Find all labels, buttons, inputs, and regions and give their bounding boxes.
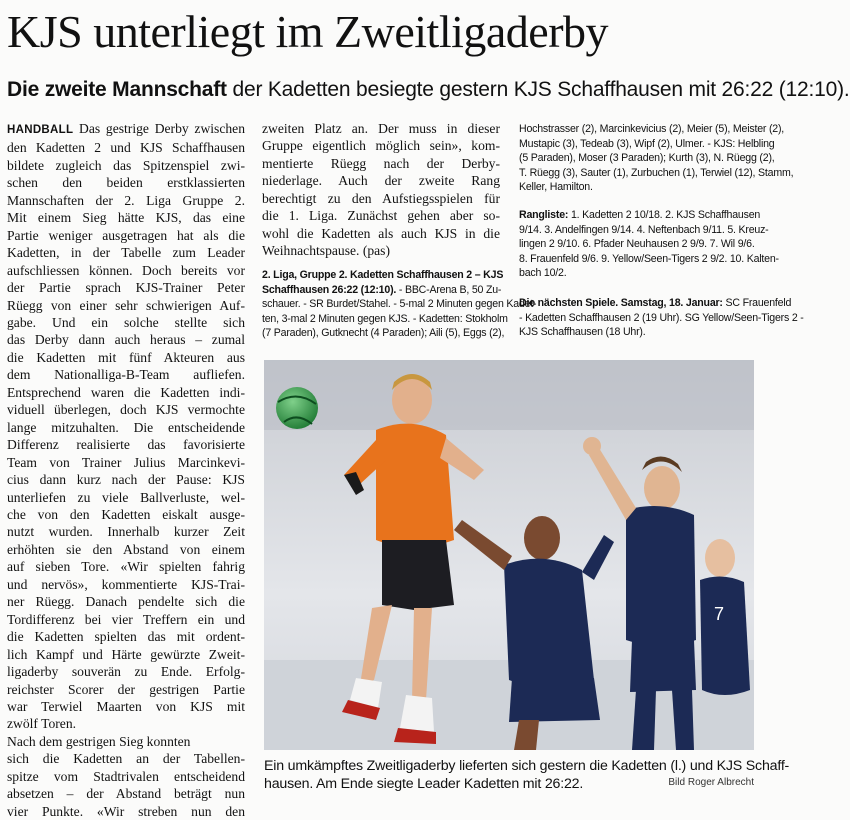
match-info-text: (7 Paraden), Gutknecht (4 Paraden); Aili (5), Eggs (2), (262, 327, 505, 340)
subhead-bold: Die zweite Mannschaft (7, 78, 227, 101)
match-info-bold: Schaffhausen 26:22 (12:10). (262, 283, 397, 296)
article-line: aufschliessen können. Doch bereits vor (7, 262, 245, 278)
next-games-text: - Kadetten Schaffhausen 2 (19 Uhr). SG Yellow/Seen-Tigers 2 - (519, 311, 804, 324)
article-line: auf sieben Tore. «Wir spielten fahrig (7, 559, 245, 575)
article-line: Mit einem Sieg hätte KJS, das eine (7, 210, 245, 226)
article-line: Partie weniger ausgetragen hat als die (7, 227, 245, 243)
article-line: die Kadetten spielten das mit ordent- (7, 629, 245, 645)
ranking-text: bach 10/2. (519, 267, 567, 280)
svg-text:7: 7 (714, 604, 725, 624)
ranking-line (519, 237, 759, 252)
article-line: erhöhten sie den Abstand von einem (7, 541, 245, 557)
article-line: Differenz realisierte das favorisierte (7, 437, 245, 453)
article-line: ner Rüegg. Danach pendelte sich die (7, 594, 245, 610)
match-info-line (262, 297, 537, 312)
article-line: sich die Kadetten an der Tabellen- (7, 751, 245, 767)
article-line: unterliefen zu viele Ballverluste, wel- (7, 489, 245, 505)
match-photo (264, 360, 754, 750)
article-line: ligaderby souverän zu Ende. Erfolg- (7, 664, 245, 680)
article-line: Gruppe eigentlich möglich sein», kom- (262, 138, 500, 154)
match-info-line (262, 283, 502, 298)
article-line: den Kadetten 2 und KJS Schaffhausen (7, 140, 245, 156)
next-games-text: KJS Schaffhausen (18 Uhr). (519, 326, 646, 339)
article-line: cius dann kurz nach der Pause: KJS (7, 472, 245, 488)
match-info-text: - BBC-Arena B, 50 Zu- (396, 283, 502, 296)
ranking-line (519, 266, 759, 281)
article-line: Tordifferenz bei vier Treffern ein und (7, 611, 245, 627)
article-line: Nach dem gestrigen Sieg konnten (7, 733, 191, 749)
match-info-text: ten, 3-mal 2 Minuten gegen KJS. - Kadetten: Stokholm (262, 312, 508, 325)
ranking-box (519, 208, 779, 281)
article-line: Entsprechend waren die Kadetten indi- (7, 384, 245, 400)
scorers-list (519, 122, 794, 195)
article-line: mentierte Rüegg nach der Derby- (262, 155, 500, 171)
article-line: lich Kampf und Härte gewürzte Zweit- (7, 646, 245, 662)
article-line: che von den Kadetten eiskalt ausge- (7, 506, 245, 522)
article-line: lange mitzuhalten. Die entscheidende (7, 419, 245, 435)
next-games-line (519, 325, 759, 340)
article-column-2 (262, 120, 500, 260)
article-line: zwölf Toren. (7, 716, 77, 732)
article-line: war Terwiel Maarten von KJS mit (7, 698, 245, 714)
scorers-line: Mustapic (3), Tedeab (3), Wipf (2), Ulmer. - KJS: Helbling (519, 137, 775, 150)
article-line: Rüegg von einer sehr schwierigen Auf- (7, 297, 245, 313)
article-line: Kadetten, in der Tabelle zum Leader (7, 245, 245, 261)
article-line: spitze vom Stadtrivalen entscheidend (7, 768, 245, 784)
article-text: Das gestrige Derby zwischen (73, 121, 245, 136)
subhead-rest: der Kadetten besiegte gestern KJS Schaffhausen mit 26:22 (12:10). (226, 78, 850, 101)
article-line: berechtigt zu den Aufstiegsspielen für (262, 190, 500, 206)
match-info-line (262, 268, 502, 283)
article-line: und nervös», kommentierte KJS-Trai- (7, 576, 245, 592)
ranking-line (519, 252, 779, 267)
article-line: bildete zugleich das Spitzenspiel zwi- (7, 157, 245, 173)
article-line: die Kadetten mit fünf Akteuren aus (7, 349, 245, 365)
ranking-text: 9/14. 3. Andelfingen 9/14. 4. Neftenbach 9/11. 5. Kreuz- (519, 223, 769, 236)
scorers-line: T. Rüegg (3), Sauter (1), Zurbuchen (1), Terwiel (12), Stamm, (519, 166, 794, 179)
ranking-text: lingen 2 9/10. 6. Pfader Neuhausen 2 9/9. 7. Wil 9/6. (519, 238, 755, 251)
article-line: niederlage. Auch der zweite Rang (262, 173, 500, 189)
ranking-line (519, 223, 769, 238)
article-line: die 1. Liga. Zunächst gehen aber so- (262, 208, 500, 224)
next-games-line (519, 311, 804, 326)
article-line: absetzen – der Abstand beträgt nun (7, 786, 245, 802)
article-line: viduell überlegen, doch KJS vermochte (7, 402, 245, 418)
subheadline (7, 78, 850, 102)
scorers-line: Hochstrasser (2), Marcinkevicius (2), Meier (5), Meister (2), (519, 123, 785, 135)
article-line: dem Nationalliga-B-Team aufliefen. (7, 367, 245, 383)
ranking-label: Rangliste: (519, 209, 569, 221)
article-line: schen den beiden erstklassierten (7, 175, 245, 191)
article-line: das Derby dann auch heraus – zumal (7, 332, 245, 348)
article-line: Weihnachtspause. (pas) (262, 243, 390, 259)
scorers-line: (5 Paraden), Moser (3 Paraden); Kurth (3), N. Rüegg (2), (519, 152, 775, 165)
next-games-text: SC Frauenfeld (722, 297, 792, 309)
scorers-line: Keller, Hamilton. (519, 181, 593, 194)
article-line: vier Punkte. «Wir streben nun den (7, 803, 245, 819)
article-line: der Partie sprach KJS-Trainer Peter (7, 280, 245, 296)
next-games-box (519, 296, 804, 340)
article-line: gabe. Und ein solche stellte sich (7, 314, 245, 330)
handball-players-illustration (264, 360, 754, 750)
ranking-line (519, 208, 759, 223)
article-line: nutzt wurden. Innerhalb kurzer Zeit (7, 524, 245, 540)
match-info-line (262, 312, 508, 327)
match-info-line (262, 326, 505, 341)
caption-line: hausen. Am Ende siegte Leader Kadetten mit 26:22. (264, 776, 584, 792)
match-info-box (262, 268, 537, 341)
match-info-bold: 2. Liga, Gruppe 2. Kadetten Schaffhausen 2 – KJS (262, 269, 504, 281)
article-column-1 (7, 120, 245, 820)
article-line: Team von Trainer Julius Marcinkevi- (7, 454, 245, 470)
headline: KJS unterliegt im Zweitligaderby (7, 6, 609, 57)
article-line: reichster Scorer der gestrigen Partie (7, 681, 245, 697)
caption-line: Ein umkämpftes Zweitligaderby lieferten sich gestern die Kadetten (l.) und KJS Schaff- (264, 758, 790, 774)
next-games-label: Die nächsten Spiele. Samstag, 18. Januar: (519, 297, 723, 309)
ranking-text: 1. Kadetten 2 10/18. 2. KJS Schaffhausen (568, 209, 761, 221)
article-line: Mannschaften der 2. Liga Gruppe 2. (7, 192, 245, 208)
article-line (7, 120, 245, 139)
ranking-text: 8. Frauenfeld 9/6. 9. Yellow/Seen-Tigers 2 9/2. 10. Kalten- (519, 252, 779, 265)
match-info-text: schauer. - SR Burdet/Stahel. - 5-mal 2 Minuten gegen Kadet- (262, 298, 537, 311)
article-line: zweiten Platz an. Der muss in dieser (262, 121, 500, 136)
next-games-line (519, 296, 792, 311)
photo-credit: Bild Roger Albrecht (668, 777, 754, 788)
article-line: wohl die Kadetten als auch KJS in die (262, 225, 500, 241)
section-kicker: HANDBALL (7, 124, 74, 136)
